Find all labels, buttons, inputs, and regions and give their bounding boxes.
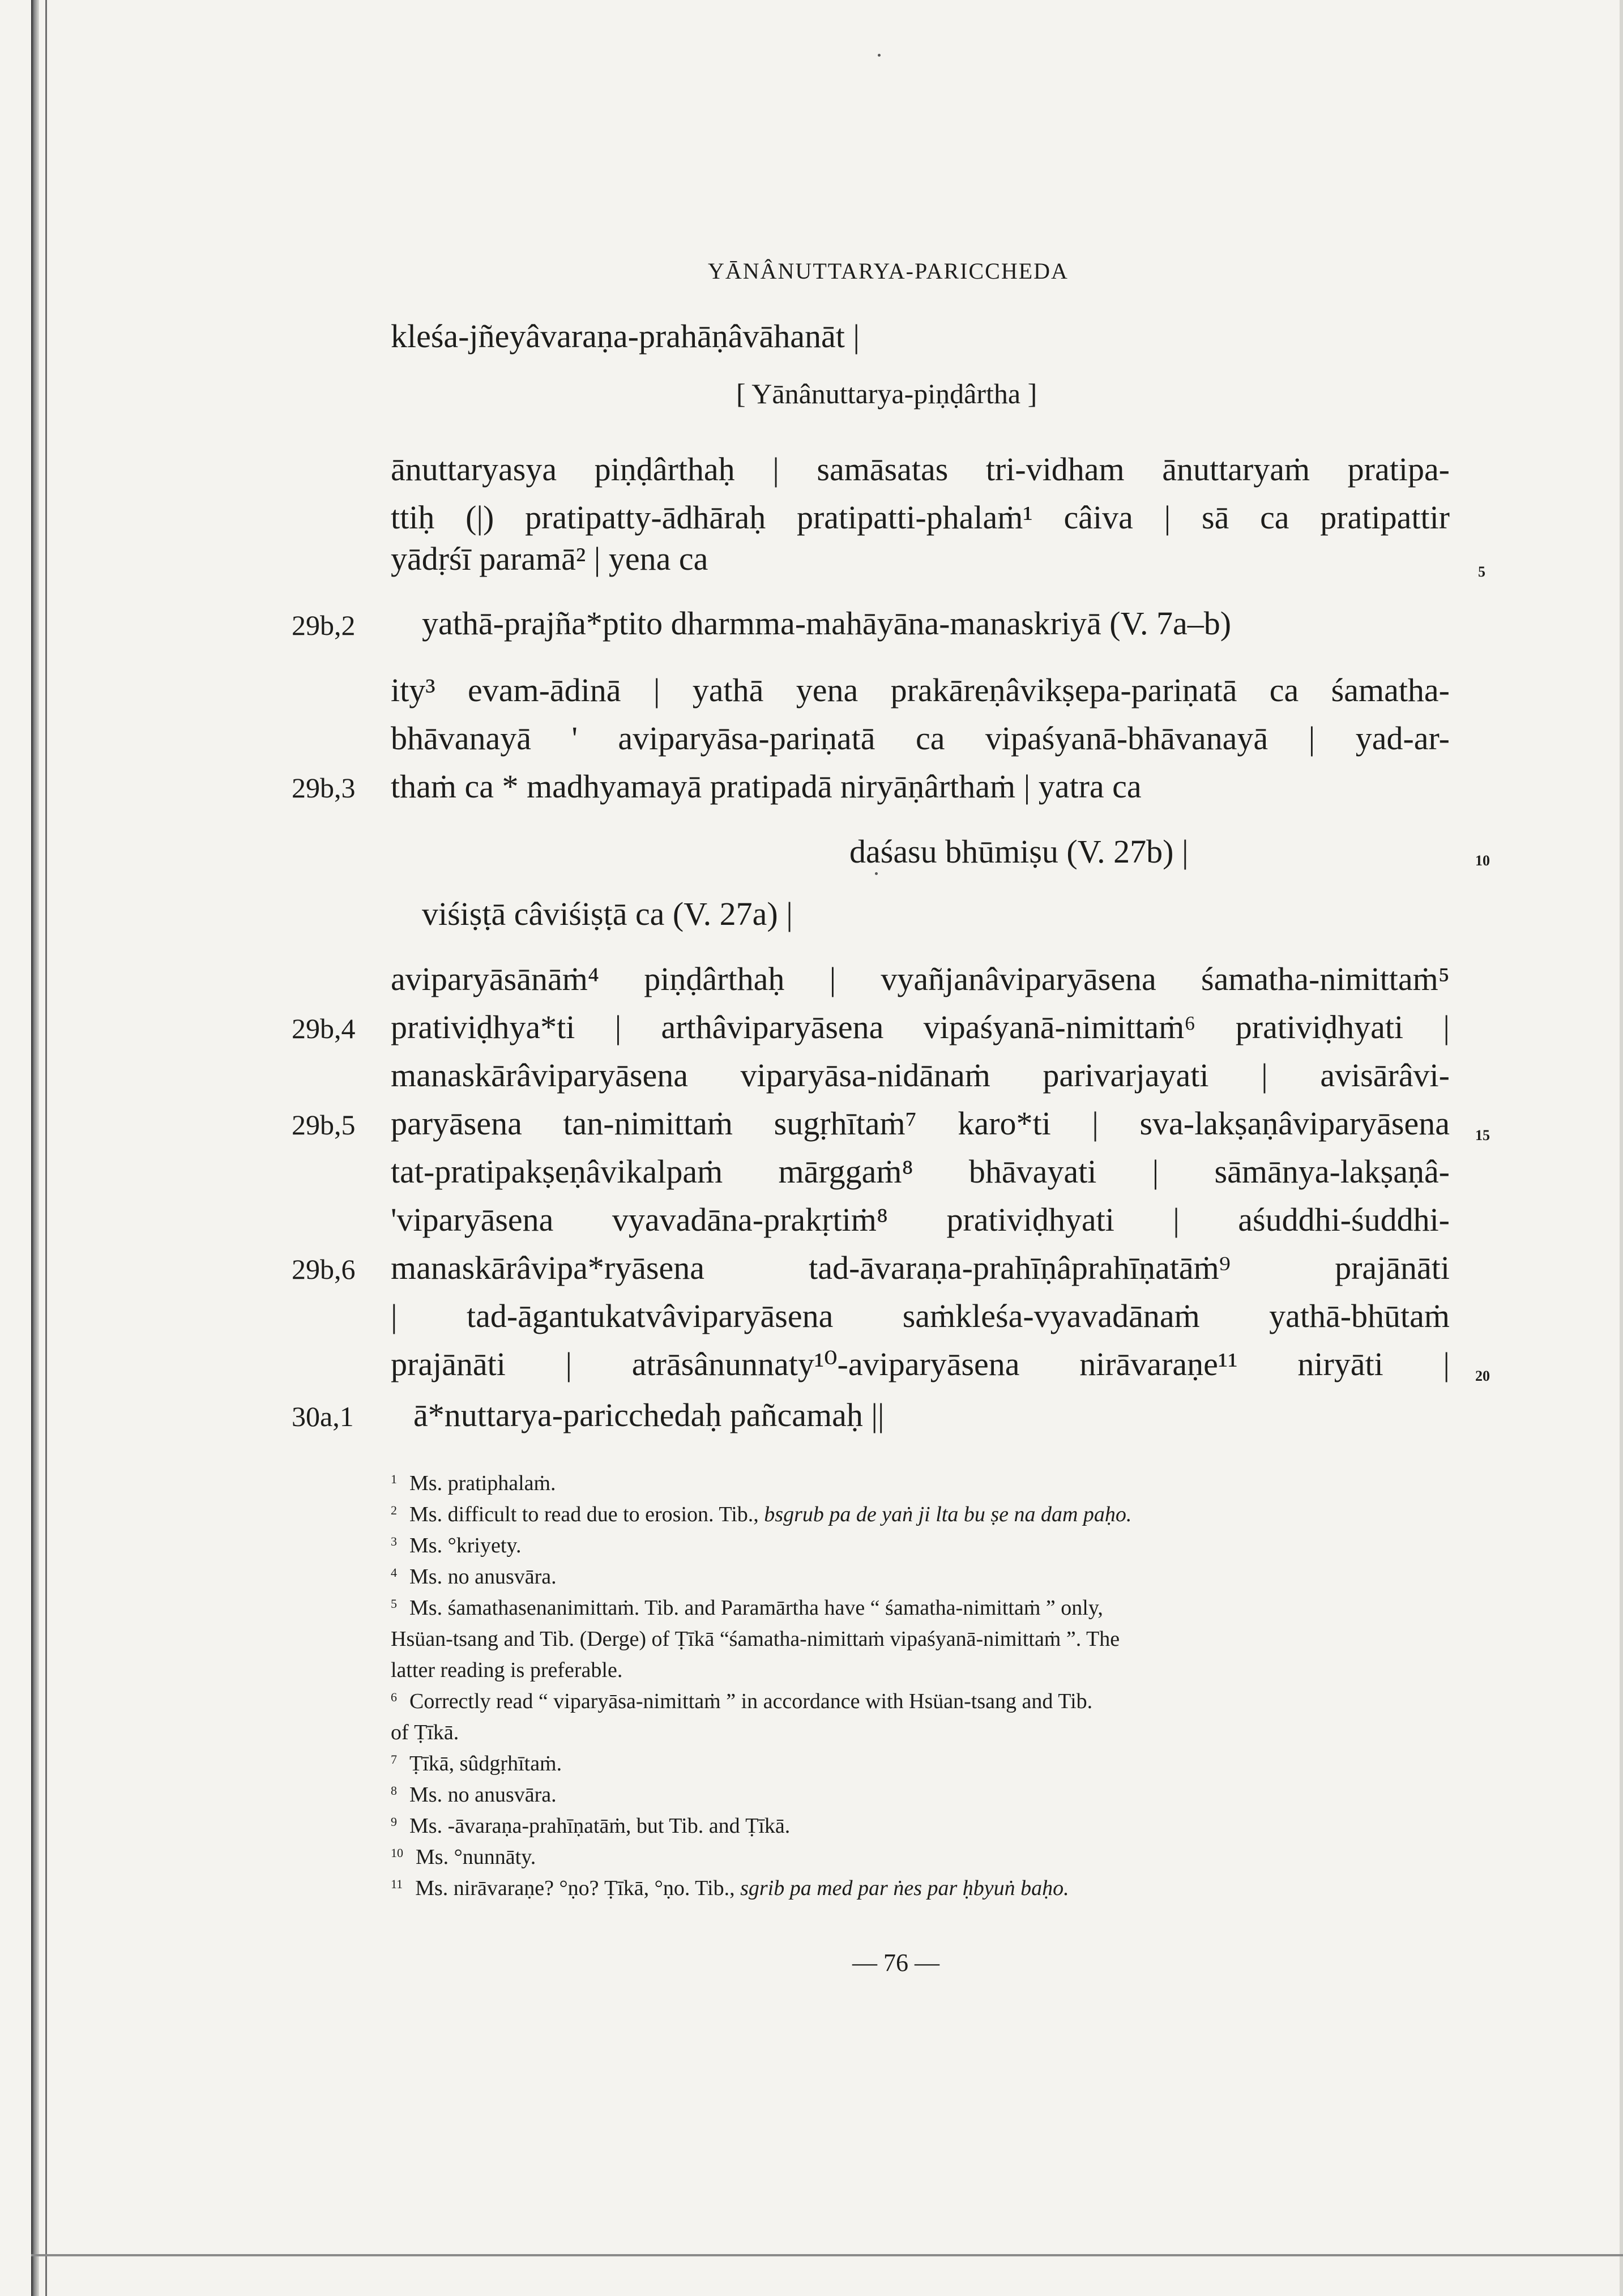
footnote-number: 2 [391, 1503, 397, 1517]
footnote-text: of Ṭīkā. [391, 1721, 459, 1744]
scan-edge [31, 0, 39, 2296]
line-number: 20 [1475, 1368, 1490, 1384]
text-line: tat-pratipakṣeṇâvikalpaṁ mārggaṁ⁸ bhāvayati | sāmānya-lakṣaṇâ- [391, 1153, 1450, 1190]
footnote-text: Ṭīkā, sûdgṛhītaṁ. [409, 1752, 562, 1776]
text-line: prajānāti | atrāsânunnaty¹⁰-aviparyāsena nirāvaraṇe¹¹ niryāti | [391, 1346, 1450, 1382]
footnote [391, 1753, 562, 1774]
text-line: | tad-āgantukatvâviparyāsena saṁkleśa-vyavadānaṁ yathā-bhūtaṁ [391, 1298, 1450, 1334]
text-line: paryāsena tan-nimittaṁ sugṛhītaṁ⁷ karo*ti | sva-lakṣaṇâviparyāsena [391, 1105, 1450, 1142]
footnote-text: Ms. °nunnāty. [416, 1845, 536, 1869]
line-number: 10 [1475, 852, 1490, 869]
verse-line: daśasu bhūmiṣu (V. 27b) | [849, 833, 1189, 870]
page-number: — 76 — [852, 1949, 939, 1977]
footnote-number: 7 [391, 1752, 397, 1766]
footnote [391, 1504, 1131, 1525]
line-number: 5 [1478, 564, 1485, 580]
margin-ref: 29b,5 [292, 1109, 356, 1141]
text-line: manaskārâviparyāsena viparyāsa-nidānaṁ parivarjayati | avisārâvi- [391, 1057, 1450, 1094]
footnote-text: Ms. pratiphalaṁ. [409, 1471, 556, 1495]
text-line: 'viparyāsena vyavadāna-prakṛtiṁ⁸ prativiḍhyati | aśuddhi-śuddhi- [391, 1201, 1450, 1238]
footnote-text: Ms. difficult to read due to erosion. Tib., [409, 1503, 764, 1526]
text-line: aviparyāsānāṁ⁴ piṇḍârthaḥ | vyañjanâviparyāsena śamatha-nimittaṁ⁵ [391, 961, 1450, 997]
margin-ref: 30a,1 [292, 1401, 354, 1432]
tibetan-text: bsgrub pa de yaṅ ji lta bu ṣe na dam paḥo. [764, 1503, 1132, 1526]
scan-bottom-edge [31, 2254, 1623, 2256]
footnote-number: 11 [391, 1877, 403, 1891]
text-line: yādṛśī paramā² | yena ca [391, 540, 708, 577]
tibetan-text: sgrib pa med par ṅes par ḥbyuṅ baḥo. [740, 1876, 1069, 1900]
footnote-number: 6 [391, 1690, 397, 1704]
scan-edge-line [45, 0, 47, 2296]
footnote-continued [391, 1628, 1120, 1650]
footnote-continued [391, 1659, 622, 1681]
footnote [391, 1566, 557, 1587]
footnote [391, 1473, 556, 1494]
footnote-text: Hsüan-tsang and Tib. (Derge) of Ṭīkā “śamatha-nimittaṁ vipaśyanā-nimittaṁ ”. The [391, 1627, 1120, 1651]
margin-ref: 29b,4 [292, 1013, 356, 1044]
text-line: ity³ evam-ādinā | yathā yena prakāreṇâvikṣepa-pariṇatā ca śamatha- [391, 672, 1450, 709]
footnote [391, 1815, 790, 1837]
footnote [391, 1877, 1069, 1899]
footnote [391, 1691, 1092, 1712]
running-header: YĀNÂNUTTARYA-PARICCHEDA [708, 258, 1069, 284]
text-line: prativiḍhya*ti | arthâviparyāsena vipaśyanā-nimittaṁ⁶ prativiḍhyati | [391, 1009, 1450, 1045]
footnote-text: Ms. °kriyety. [409, 1534, 522, 1557]
footnote-text: latter reading is preferable. [391, 1658, 623, 1682]
text-line: thaṁ ca * madhyamayā pratipadā niryāṇârthaṁ | yatra ca [391, 768, 1142, 805]
footnote [391, 1784, 557, 1806]
footnote-continued [391, 1722, 459, 1743]
footnote-text: Ms. śamathasenanimittaṁ. Tib. and Paramārtha have “ śamatha-nimittaṁ ” only, [409, 1596, 1103, 1620]
footnote [391, 1846, 536, 1868]
speck [875, 872, 878, 875]
footnote-number: 1 [391, 1472, 397, 1486]
text-line: ttiḥ (|) pratipatty-ādhāraḥ pratipatti-phalaṁ¹ câiva | sā ca pratipattir [391, 499, 1450, 536]
footnote-text: Correctly read “ viparyāsa-nimittaṁ ” in accordance with Hsüan-tsang and Tib. [409, 1689, 1093, 1713]
footnote-number: 10 [391, 1846, 403, 1860]
speck [878, 54, 881, 57]
footnote-number: 5 [391, 1597, 397, 1611]
footnote-number: 8 [391, 1783, 397, 1798]
verse-line: viśiṣṭā câviśiṣṭā ca (V. 27a) | [422, 895, 793, 932]
colophon-line: ā*nuttarya-paricchedaḥ pañcamaḥ || [413, 1397, 885, 1433]
footnote-number: 3 [391, 1534, 397, 1548]
margin-ref: 29b,2 [292, 609, 356, 641]
text-line: manaskārâvipa*ryāsena tad-āvaraṇa-prahīṇâprahīṇatāṁ⁹ prajānāti [391, 1249, 1450, 1286]
line-number: 15 [1475, 1127, 1490, 1143]
footnote-number: 9 [391, 1815, 397, 1829]
footnote-text: Ms. nirāvaraṇe? °ṇo? Ṭīkā, °ṇo. Tib., [415, 1876, 741, 1900]
scan-edge-right [1620, 0, 1623, 2296]
footnote-text: Ms. -āvaraṇa-prahīṇatāṁ, but Tib. and Ṭīkā. [409, 1814, 791, 1838]
footnote-number: 4 [391, 1565, 397, 1580]
section-heading: [ Yānânuttarya-piṇḍârtha ] [736, 378, 1037, 409]
footnote-text: Ms. no anusvāra. [409, 1783, 557, 1807]
footnote-text: Ms. no anusvāra. [409, 1565, 557, 1589]
verse-line: yathā-prajña*ptito dharmma-mahāyāna-manaskriyā (V. 7a–b) [422, 605, 1232, 642]
text-line: bhāvanayā ' aviparyāsa-pariṇatā ca vipaśyanā-bhāvanayā | yad-ar- [391, 720, 1450, 757]
footnote [391, 1535, 521, 1556]
margin-ref: 29b,6 [292, 1253, 356, 1285]
text-line: ānuttaryasya piṇḍârthaḥ | samāsatas tri-vidham ānuttaryaṁ pratipa- [391, 451, 1450, 488]
text-line: kleśa-jñeyâvaraṇa-prahāṇâvāhanāt | [391, 318, 860, 355]
footnote [391, 1597, 1103, 1619]
margin-ref: 29b,3 [292, 772, 356, 804]
